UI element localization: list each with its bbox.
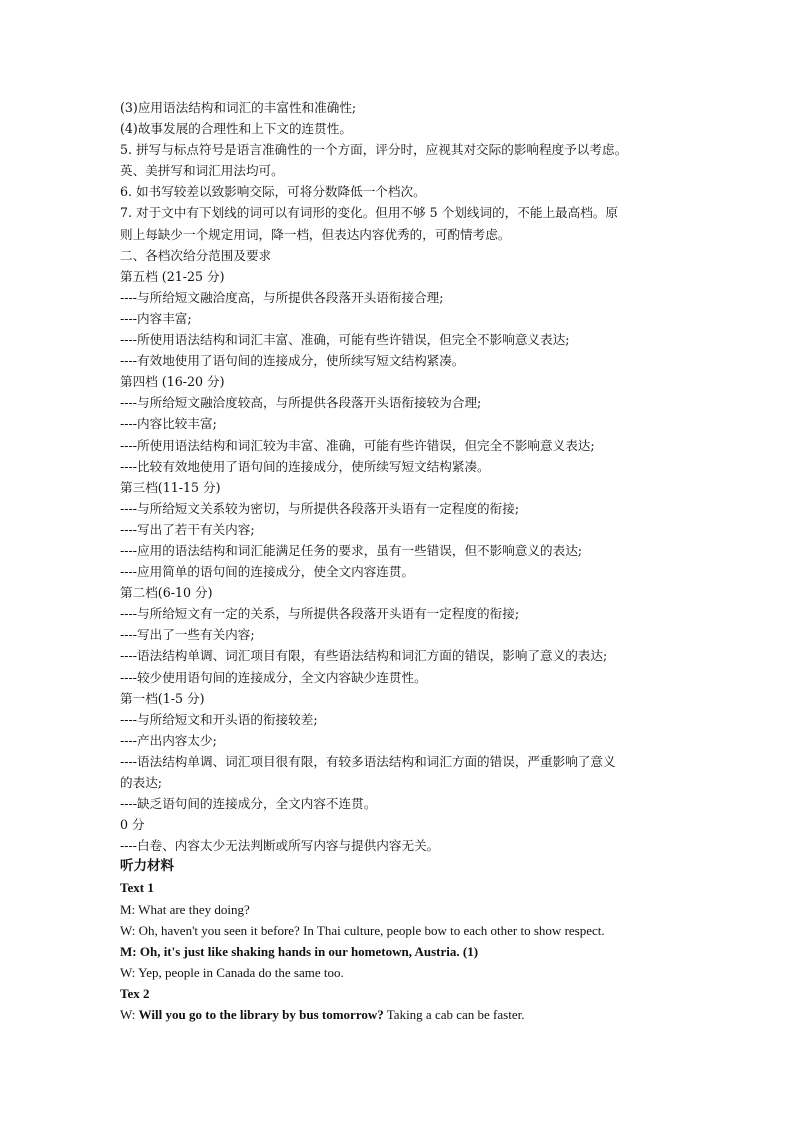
- grade-1-criterion: ----缺乏语句间的连接成分，全文内容不连贯。: [120, 796, 377, 812]
- dialogue-line: W: Yep, people in Canada do the same too.: [120, 964, 344, 980]
- grade-5-criterion: ----所使用语法结构和词汇丰富、准确，可能有些许错误，但完全不影响意义表达;: [120, 332, 570, 348]
- grade-2-criterion: ----与所给短文有一定的关系，与所提供各段落开头语有一定程度的衔接;: [120, 606, 520, 622]
- rule-item-7-line-2: 则上每缺少一个规定用词，降一档，但表达内容优秀的，可酌情考虑。: [120, 226, 511, 242]
- rule-item-6: 6. 如书写较差以致影响交际，可将分数降低一个档次。: [120, 184, 426, 200]
- document-content: [120, 97, 690, 1025]
- speaker-prefix: W:: [120, 1007, 139, 1023]
- rule-item-5-line-2: 英、美拼写和词汇用法均可。: [120, 163, 284, 179]
- rule-item-4: (4)故事发展的合理性和上下文的连贯性。: [120, 121, 352, 137]
- grade-4-criterion: ----内容比较丰富;: [120, 416, 217, 432]
- dialogue-line: W: Oh, haven't you seen it before? In Thai culture, people bow to each other to show respect.: [120, 922, 605, 938]
- grade-4-criterion: ----比较有效地使用了语句间的连接成分，使所续写短文结构紧凑。: [120, 458, 490, 474]
- grade-1-criterion: ----与所给短文和开头语的衔接较差;: [120, 711, 318, 727]
- grade-2-criterion: ----写出了一些有关内容;: [120, 627, 255, 643]
- dialogue-line: M: What are they doing?: [120, 901, 250, 917]
- text-1-title: Text 1: [120, 880, 154, 896]
- grade-4-criterion: ----与所给短文融洽度较高，与所提供各段落开头语衔接较为合理;: [120, 395, 482, 411]
- grade-0-title: 0 分: [120, 817, 145, 833]
- grade-0-criterion: ----白卷、内容太少无法判断或所写内容与提供内容无关。: [120, 838, 440, 854]
- grade-1-title: 第一档(1-5 分): [120, 690, 205, 706]
- grade-5-criterion: ----内容丰富;: [120, 310, 192, 326]
- dialogue-answer-fragment: Will you go to the library by bus tomorrow?: [138, 1007, 384, 1023]
- grade-2-criterion: ----较少使用语句间的连接成分，全文内容缺少连贯性。: [120, 669, 427, 685]
- rule-item-5-line-1: 5. 拼写与标点符号是语言准确性的一个方面，评分时，应视其对交际的影响程度予以考虑。: [120, 142, 628, 158]
- rule-item-7-line-1: 7. 对于文中有下划线的词可以有词形的变化。但用不够 5 个划线词的，不能上最高档。原: [120, 205, 619, 221]
- grade-3-title: 第三档(11-15 分): [120, 479, 221, 495]
- grade-2-title: 第二档(6-10 分): [120, 585, 213, 601]
- grade-3-criterion: ----写出了若干有关内容;: [120, 521, 255, 537]
- grade-4-title: 第四档 (16-20 分): [120, 374, 225, 390]
- grade-1-criterion: ----产出内容太少;: [120, 732, 217, 748]
- grade-5-criterion: ----有效地使用了语句间的连接成分，使所续写短文结构紧凑。: [120, 353, 465, 369]
- grade-3-criterion: ----与所给短文关系较为密切，与所提供各段落开头语有一定程度的衔接;: [120, 500, 520, 516]
- grade-5-criterion: ----与所给短文融洽度高，与所提供各段落开头语衔接合理;: [120, 289, 444, 305]
- section-heading: 二、各档次给分范围及要求: [120, 247, 272, 263]
- rule-item-3: (3)应用语法结构和词汇的丰富性和准确性;: [120, 100, 357, 115]
- dialogue-line: [120, 1004, 690, 1025]
- dialogue-line-answer: M: Oh, it's just like shaking hands in our hometown, Austria. (1): [120, 943, 479, 959]
- grade-5-title: 第五档 (21-25 分): [120, 268, 225, 284]
- grade-4-criterion: ----所使用语法结构和词汇较为丰富、准确，可能有些许错误，但完全不影响意义表达;: [120, 437, 595, 453]
- dialogue-fragment: Taking a cab can be faster.: [383, 1007, 525, 1023]
- grade-3-criterion: ----应用简单的语句间的连接成分，使全文内容连贯。: [120, 564, 415, 580]
- grade-2-criterion: ----语法结构单调、词汇项目有限，有些语法结构和词汇方面的错误，影响了意义的表达;: [120, 648, 608, 664]
- text-2-title: Tex 2: [120, 985, 150, 1001]
- grade-1-criterion: ----语法结构单调、词汇项目很有限，有较多语法结构和词汇方面的错误，严重影响了意义: [120, 753, 616, 769]
- grade-1-criterion: 的表达;: [120, 775, 163, 790]
- grade-3-criterion: ----应用的语法结构和词汇能满足任务的要求，虽有一些错误，但不影响意义的表达;: [120, 542, 583, 558]
- listening-heading: 听力材料: [120, 858, 174, 875]
